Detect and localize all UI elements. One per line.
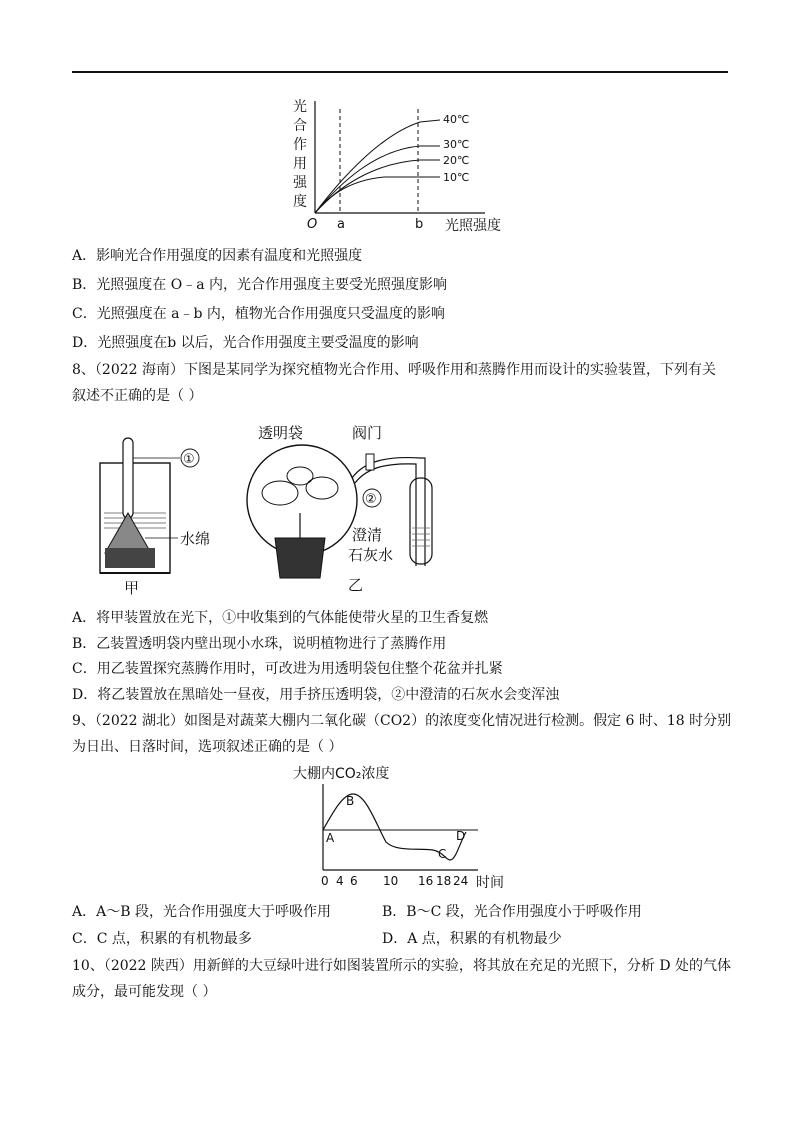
q7-option-a: A．影响光合作用强度的因素有温度和光照强度 <box>72 248 363 264</box>
q7-curve-20 <box>315 160 440 213</box>
q7-option-b: B．光照强度在 O﹣a 内，光合作用强度主要受光照强度影响 <box>72 277 448 293</box>
q7-y-char: 用 <box>293 156 307 172</box>
q9-option-a: A．A～B 段，光合作用强度大于呼吸作用 <box>72 904 331 920</box>
q8-label-jia: 甲 <box>124 579 140 597</box>
q7-tick-a: a <box>337 217 345 232</box>
q9-x-label: 时间 <box>476 875 504 891</box>
q7-curve-label-10: 10℃ <box>443 171 470 184</box>
q7-x-label: 光照强度 <box>445 218 501 234</box>
q8-stem-line1: 8、（2022 海南）下图是某同学为探究植物光合作用、呼吸作用和蒸腾作用而设计的实验装置，下列有关 <box>72 362 716 378</box>
q8-label-limewater-2: 石灰水 <box>348 546 394 564</box>
q9-option-c: C．C 点，积累的有机物最多 <box>72 931 252 947</box>
q7-tick-b: b <box>415 217 424 232</box>
q7-y-label <box>293 98 308 210</box>
q9-x-tick: 10 <box>383 874 399 888</box>
q8-label-bag: 透明袋 <box>258 424 304 442</box>
q8-option-c: C．用乙装置探究蒸腾作用时，可改进为用透明袋包住整个花盆并扎紧 <box>72 661 503 677</box>
q9-option-d: D．A 点，积累的有机物最少 <box>382 931 562 947</box>
q8-label-1: ① <box>183 452 195 467</box>
q8-label-limewater-1: 澄清 <box>352 526 383 544</box>
q7-y-char: 度 <box>293 194 307 210</box>
q8-option-a: A．将甲装置放在光下，①中收集到的气体能使带火星的卫生香复燃 <box>72 610 489 626</box>
q8-label-cotton: 水绵 <box>180 530 211 548</box>
q8-label-valve: 阀门 <box>352 424 383 442</box>
q9-point-a: A <box>326 831 335 845</box>
q9-x-tick: 16 <box>418 874 434 888</box>
q9-x-ticks <box>321 874 468 888</box>
q9-point-b: B <box>346 794 355 808</box>
q7-option-d: D．光照强度在b 以后，光合作用强度主要受温度的影响 <box>72 335 419 351</box>
q9-x-tick: 18 <box>436 874 452 888</box>
q7-curve-40 <box>315 120 440 213</box>
q7-curve-label-30: 30℃ <box>443 138 470 151</box>
q8-apparatus-yi <box>247 424 432 594</box>
q9-option-b: B．B～C 段，光合作用强度小于呼吸作用 <box>382 904 642 920</box>
q9-x-tick: 4 <box>336 874 344 888</box>
q7-light-temperature-figure <box>285 95 515 235</box>
q9-co2-figure <box>288 762 518 892</box>
q7-option-c: C．光照强度在 a﹣b 内，植物光合作用强度只受温度的影响 <box>72 306 445 322</box>
q8-label-2: ② <box>365 492 377 507</box>
q9-stem-line2: 为日出、日落时间，选项叙述正确的是（ ） <box>72 739 343 755</box>
q10-stem-line2: 成分，最可能发现（ ） <box>72 984 217 1000</box>
q7-curve-label-20: 20℃ <box>443 154 470 167</box>
q8-apparatus-jia <box>100 438 210 597</box>
q7-curve-30 <box>315 146 440 213</box>
q7-y-char: 强 <box>293 175 307 191</box>
q9-stem-line1: 9、（2022 湖北）如图是对蔬菜大棚内二氧化碳（CO2）的浓度变化情况进行检测。假定 6 时、18 时分别 <box>72 713 732 729</box>
q8-stem-line2: 叙述不正确的是（ ） <box>72 388 203 404</box>
q7-y-char: 光 <box>293 99 307 115</box>
q8-option-b: B．乙装置透明袋内壁出现小水珠，说明植物进行了蒸腾作用 <box>72 636 447 652</box>
q7-y-char: 作 <box>293 137 307 153</box>
q7-y-char: 合 <box>293 118 307 134</box>
q7-curve-label-40: 40℃ <box>443 113 470 126</box>
q8-apparatus-figure <box>90 418 450 598</box>
q7-origin: O <box>307 217 318 232</box>
q10-stem-line1: 10、（2022 陕西）用新鲜的大豆绿叶进行如图装置所示的实验，将其放在充足的光照下，分析 D 处的气体 <box>72 958 732 974</box>
q9-point-c: C <box>438 847 447 861</box>
q9-x-tick: 6 <box>350 874 358 888</box>
q9-x-tick: 0 <box>321 874 329 888</box>
top-rule <box>72 71 728 73</box>
q9-y-label: 大棚内CO₂浓度 <box>293 766 390 782</box>
q8-option-d: D．将乙装置放在黑暗处一昼夜，用手挤压透明袋，②中澄清的石灰水会变浑浊 <box>72 687 560 703</box>
q7-curve-10 <box>315 177 440 213</box>
q8-label-yi: 乙 <box>348 576 364 594</box>
q9-point-d: D <box>456 829 466 843</box>
q9-x-tick: 24 <box>453 874 469 888</box>
